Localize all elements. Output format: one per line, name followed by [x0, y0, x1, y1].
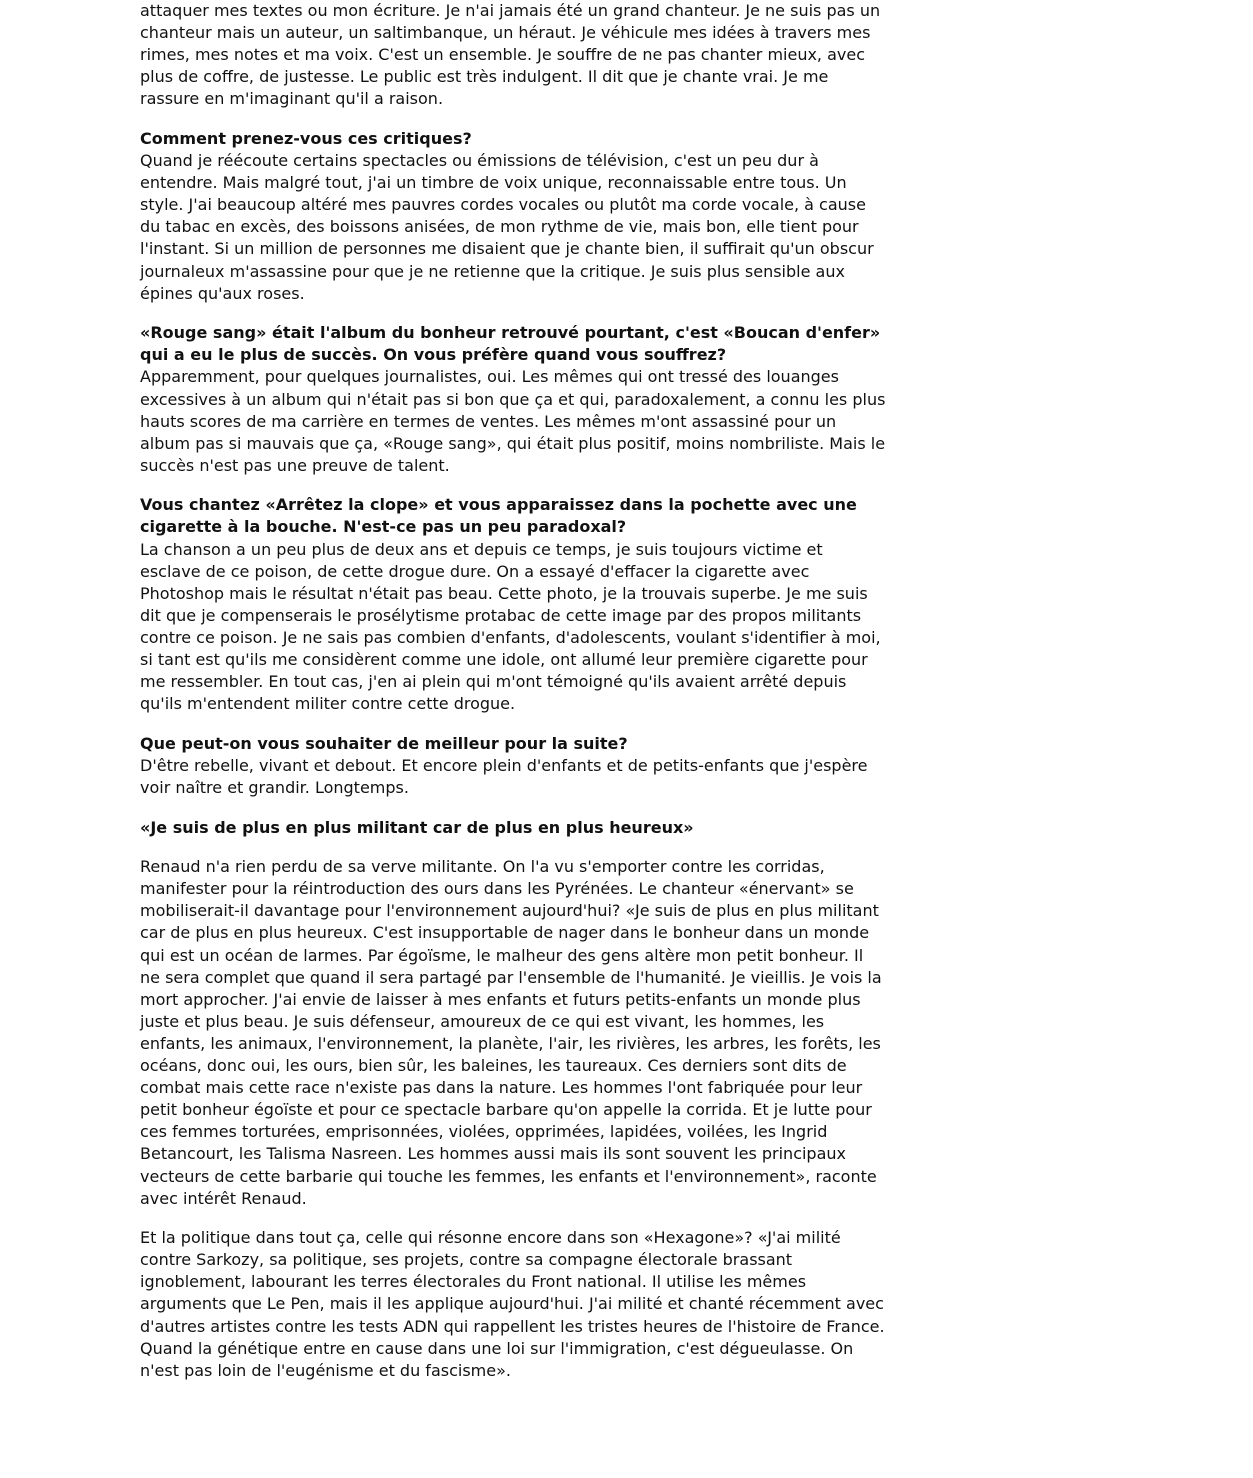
interview-answer: Apparemment, pour quelques journalistes, oui. Les mêmes qui ont tressé des louanges excessives à un album qui n'était pas si bon que ça et qui, paradoxalement, a connu les plus hauts scores de ma carrière en termes de ventes. Les mêmes m'ont assassiné pour un album pas si mauvais que ça, «Rouge sang», qui était plus positif, moins nombriliste. Mais le succès n'est pas une preuve de talent. [140, 367, 886, 475]
qa-block-4 [140, 733, 888, 799]
qa-block-1 [140, 128, 888, 305]
interview-question: Vous chantez «Arrêtez la clope» et vous apparaissez dans la pochette avec une cigarette à la bouche. N'est-ce pas un peu paradoxal? [140, 495, 857, 537]
body-paragraph: Renaud n'a rien perdu de sa verve militante. On l'a vu s'emporter contre les corridas, manifester pour la réintroduction des ours dans les Pyrénées. Le chanteur «énervant» se mobiliserait-il davantage pour l'environnement aujourd'hui? «Je suis de plus en plus militant car de plus en plus heureux. C'est insupportable de nager dans le bonheur dans un monde qui est un océan de larmes. Par égoïsme, le malheur des gens altère mon petit bonheur. Il ne sera complet que quand il sera partagé par l'ensemble de l'humanité. Je vieillis. Je vois la mort approcher. J'ai envie de laisser à mes enfants et futurs petits-enfants un monde plus juste et plus beau. Je suis défenseur, amoureux de ce qui est vivant, les hommes, les enfants, les animaux, l'environnement, la planète, l'air, les rivières, les arbres, les forêts, les océans, donc oui, les ours, bien sûr, les baleines, les taureaux. Ces derniers sont dits de combat mais cette race n'existe pas dans la nature. Les hommes l'ont fabriquée pour leur petit bonheur égoïste et pour ce spectacle barbare qu'on appelle la corrida. Et je lutte pour ces femmes torturées, emprisonnées, violées, opprimées, lapidées, voilées, les Ingrid Betancourt, les Talisma Nasreen. Les hommes aussi mais ils sont souvent les principaux vecteurs de cette barbarie qui touche les femmes, les enfants et l'environnement», raconte avec intérêt Renaud. [140, 857, 882, 1208]
interview-question: «Rouge sang» était l'album du bonheur retrouvé pourtant, c'est «Boucan d'enfer» qui a eu le plus de succès. On vous préfère quand vous souffrez? [140, 323, 881, 365]
interview-question: Comment prenez-vous ces critiques? [140, 128, 472, 148]
section-heading: «Je suis de plus en plus militant car de plus en plus heureux» [140, 817, 694, 837]
qa-block-2 [140, 322, 888, 477]
interview-answer: D'être rebelle, vivant et debout. Et encore plein d'enfants et de petits-enfants que j'espère voir naître et grandir. Longtemps. [140, 755, 868, 797]
interview-answer: La chanson a un peu plus de deux ans et depuis ce temps, je suis toujours victime et esclave de ce poison, de cette drogue dure. On a essayé d'effacer la cigarette avec Photoshop mais le résultat n'était pas beau. Cette photo, je la trouvais superbe. Je me suis dit que je compenserais le prosélytisme protabac de cette image par des propos militants contre ce poison. Je ne sais pas combien d'enfants, d'adolescents, voulant s'identifier à moi, si tant est qu'ils me considèrent comme une idole, ont allumé leur première cigarette pour me ressembler. En tout cas, j'en ai plein qui m'ont témoigné qu'ils avaient arrêté depuis qu'ils m'entendent militer contre cette drogue. [140, 539, 881, 714]
interview-question: Que peut-on vous souhaiter de meilleur pour la suite? [140, 733, 628, 753]
intro-paragraph: attaquer mes textes ou mon écriture. Je n'ai jamais été un grand chanteur. Je ne suis pas un chanteur mais un auteur, un saltimbanque, un héraut. Je véhicule mes idées à travers mes rimes, mes notes et ma voix. C'est un ensemble. Je souffre de ne pas chanter mieux, avec plus de coffre, de justesse. Le public est très indulgent. Il dit que je chante vrai. Je me rassure en m'imaginant qu'il a raison. [140, 1, 881, 109]
interview-answer: Quand je réécoute certains spectacles ou émissions de télévision, c'est un peu dur à entendre. Mais malgré tout, j'ai un timbre de voix unique, reconnaissable entre tous. Un style. J'ai beaucoup altéré mes pauvres cordes vocales ou plutôt ma corde vocale, à cause du tabac en excès, des boissons anisées, de mon rythme de vie, mais bon, elle tient pour l'instant. Si un million de personnes me disaient que je chante bien, il suffirait qu'un obscur journaleux m'assassine pour que je ne retienne que la critique. Je suis plus sensible aux épines qu'aux roses. [140, 151, 874, 303]
body-paragraph: Et la politique dans tout ça, celle qui résonne encore dans son «Hexagone»? «J'ai milité contre Sarkozy, sa politique, ses projets, contre sa compagne électorale brassant ignoblement, labourant les terres électorales du Front national. Il utilise les mêmes arguments que Le Pen, mais il les applique aujourd'hui. J'ai milité et chanté récemment avec d'autres artistes contre les tests ADN qui rappellent les tristes heures de l'histoire de France. Quand la génétique entre en cause dans une loi sur l'immigration, c'est dégueulasse. On n'est pas loin de l'eugénisme et du fascisme». [140, 1228, 885, 1380]
qa-block-3 [140, 494, 888, 715]
article-body [140, 0, 888, 1399]
